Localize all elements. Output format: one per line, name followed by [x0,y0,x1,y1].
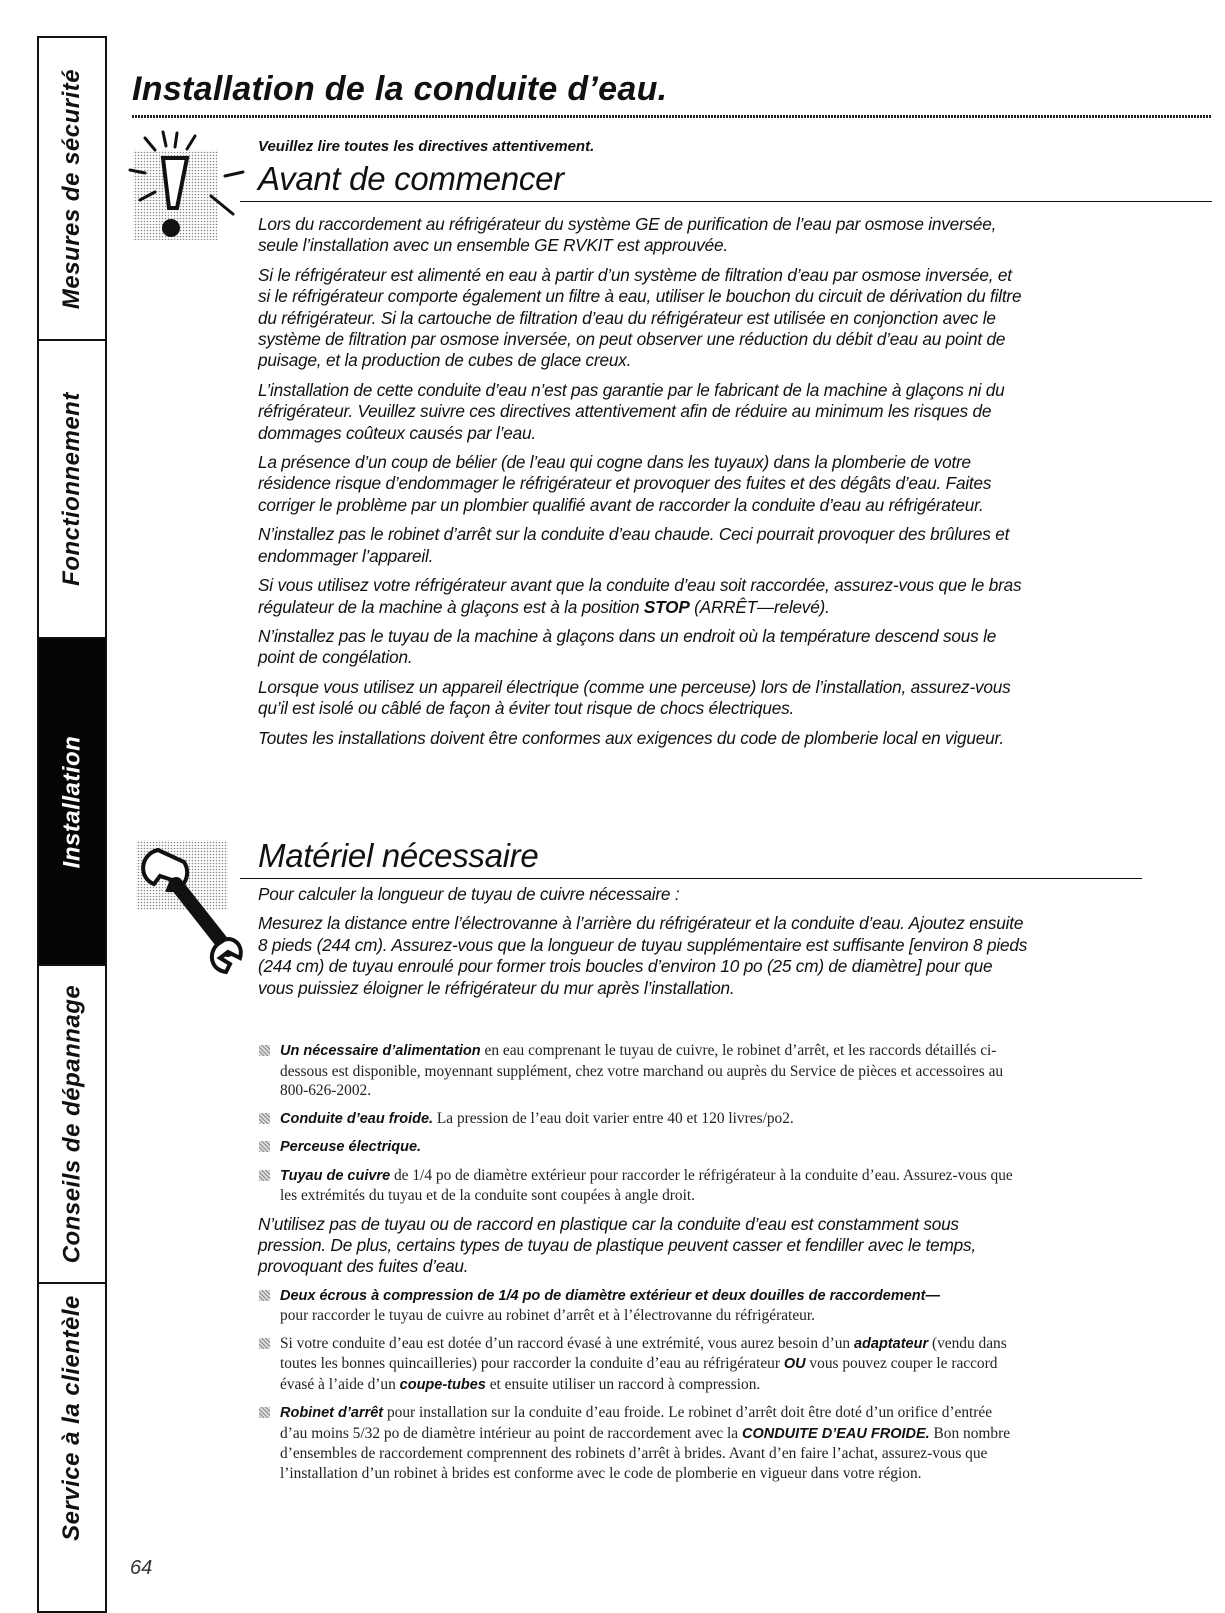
item-text: vous pouvez couper le raccord évasé à l’aide d’un [280,1355,998,1393]
item-text: et ensuite utiliser un raccord à compression. [485,1375,761,1393]
text: (ARRÊT—relevé). [689,596,830,617]
bullet-icon [259,1113,270,1124]
paragraph: Lors du raccordement au réfrigérateur du système GE de purification de l’eau par osmose inversée, seule l’installation avec un ensemble GE RVKIT est approuvée. [258,214,997,256]
notice-text: Veuillez lire toutes les directives attentivement. [258,138,595,155]
item-title: Conduite d’eau froide. [280,1110,434,1127]
stop-label: STOP [643,596,690,617]
list-item [258,1109,1023,1130]
section-sidebar [37,36,107,1613]
list-item [258,1286,1023,1326]
tab-label: Installation [58,735,85,868]
materials-list [258,1041,1023,1491]
item-text: de 1/4 po de diamètre extérieur pour raccorder le réfrigérateur à la conduite d’eau. Assurez-vous que les extrémités du tuyau et de la conduite sont coupées à angle droit. [280,1166,1013,1204]
plastic-warning: N’utilisez pas de tuyau ou de raccord en plastique car la conduite d’eau est constamment sous pression. De plus, certains types de tuyau de plastique peuvent casser et fendiller avec le temps, provoquant des fuites d’eau. [258,1213,976,1277]
section-rule [240,878,1142,879]
item-text: pour raccorder le tuyau de cuivre au robinet d’arrêt et à l’électrovanne du réfrigérateur. [280,1307,815,1325]
heading-materiel-necessaire: Matériel nécessaire [258,837,539,874]
tab-label: Service à la clientèle [58,1295,86,1541]
bullet-icon [259,1045,270,1056]
heading-avant-de-commencer: Avant de commencer [258,160,564,197]
paragraph: La présence d’un coup de bélier (de l’eau qui cogne dans les tuyaux) dans la plomberie de votre résidence risque d’endommager le réfrigérateur et provoquer des fuites et des dégâts d’eau. Faites corriger le problème par un plombier qualifié avant de raccorder la conduite d’eau au réfrigérateur. [258,452,992,515]
tab-mesures-de-securite[interactable] [39,38,105,341]
paragraph-stop [258,575,1028,618]
tab-installation[interactable] [39,639,105,966]
item-text: (vendu dans toutes les bonnes quincailleries) pour raccorder la conduite d’eau au réfrigérateur [280,1334,1007,1373]
item-title: Robinet d’arrêt [280,1405,384,1422]
item-text: Bon nombre d’ensembles de raccordement comprennent des robinets d’arrêt à brides. Avant d’en faire l’achat, assurez-vous que l’installation d’un robinet à brides est conforme avec le code de plomberie en vigueur dans votre région. [280,1424,1011,1482]
list-item [258,1403,1023,1483]
item-title: Tuyau de cuivre [280,1167,391,1184]
tab-fonctionnement[interactable] [39,341,105,639]
paragraph: N’installez pas le tuyau de la machine à glaçons dans un endroit où la température descend sous le point de congélation. [258,625,997,668]
note-wrapper [258,1214,1023,1278]
paragraph: Toutes les installations doivent être conformes aux exigences du code de plomberie local en vigueur. [258,727,1004,748]
page-title: Installation de la conduite d’eau. [132,70,668,108]
section-rule [240,201,1212,202]
tab-label: Mesures de sécurité [58,68,85,309]
title-rule [132,115,1212,118]
paragraph: Lorsque vous utilisez un appareil électrique (comme une perceuse) lors de l’installation, assurez-vous qu’il est isolé ou câblé de façon à éviter tout risque de chocs électriques. [258,676,1011,719]
item-title: Perceuse électrique. [280,1139,422,1155]
item-text: La pression de l’eau doit varier entre 40 et 120 livres/po2. [433,1109,794,1127]
bullet-icon [259,1407,270,1418]
bullet-icon [259,1141,270,1152]
bullet-icon [259,1338,270,1349]
list-item [258,1166,1023,1206]
list-item [258,1137,1023,1158]
tab-label: Conseils de dépannage [58,984,86,1264]
list-item [258,1334,1023,1396]
item-keyword: OU [783,1356,806,1373]
item-keyword: CONDUITE D’EAU FROIDE. [741,1425,930,1442]
warning-icon [125,130,250,245]
item-text: en eau comprenant le tuyau de cuivre, le robinet d’arrêt, et les raccords détaillés ci-dessous est disponible, moyennant supplément, chez votre marchand ou auprès du Service de pièces et accessoires au 800-626-2002. [280,1042,1004,1099]
paragraph: L’installation de cette conduite d’eau n’est pas garantie par le fabricant de la machine à glaçons ni du réfrigérateur. Veuillez suivre ces directives attentivement afin de réduire au minimum les risques de dommages coûteux causés par l’eau. [258,379,1005,443]
list-item [258,1041,1023,1101]
item-title: Un nécessaire d’alimentation [280,1043,481,1059]
paragraph: Mesurez la distance entre l’électrovanne à l’arrière du réfrigérateur et la conduite d’eau. Ajoutez ensuite 8 pieds (244 cm). Assurez-vous que la longueur de tuyau supplémentaire est suffisante [environ 8 pieds (244 cm) de tuyau enroulé pour former trois boucles d’environ 10 po (25 cm) de diamètre] pour que vous puissiez éloigner le réfrigérateur du mur après l’installation. [258,913,1028,998]
before-body [258,214,1028,757]
wrench-icon [128,832,253,982]
bullet-icon [259,1290,270,1301]
tab-conseils-de-depannage[interactable] [39,966,105,1284]
paragraph: Si le réfrigérateur est alimenté en eau à partir d’un système de filtration d’eau par osmose inversée, et si le réfrigérateur comporte également un filtre à eau, utiliser le bouchon du circuit de dérivation du filtre du réfrigérateur. Si la cartouche de filtration d’eau du réfrigérateur est utilisée en conjonction avec le système de filtration par osmose inversée, on peut observer une réduction du débit d’eau au point de puisage, et la production de cubes de glace creux. [258,264,1022,371]
item-keyword: coupe-tubes [399,1376,486,1393]
page-number: 64 [130,1557,153,1579]
text: Si vous utilisez votre réfrigérateur avant que la conduite d’eau soit raccordée, assurez-vous que le bras régulateur de la machine à glaçons est à la position [258,575,1022,617]
item-text: pour installation sur la conduite d’eau froide. Le robinet d’arrêt doit être doté d’un orifice d’entrée d’au moins 5/32 po de diamètre intérieur au point de raccordement avec la [280,1404,993,1442]
item-title: Deux écrous à compression de 1/4 po de diamètre extérieur et deux douilles de raccordement— [280,1287,940,1304]
tab-service-a-la-clientele[interactable] [39,1284,105,1552]
paragraph: Pour calculer la longueur de tuyau de cuivre nécessaire : [258,884,680,904]
item-keyword: adaptateur [853,1335,929,1352]
tab-label: Fonctionnement [58,392,85,586]
bullet-icon [259,1170,270,1181]
item-text: Si votre conduite d’eau est dotée d’un raccord évasé à une extrémité, vous aurez besoin d’un [280,1334,854,1352]
paragraph: N’installez pas le robinet d’arrêt sur la conduite d’eau chaude. Ceci pourrait provoquer des brûlures et endommager l’appareil. [258,524,1010,566]
materials-intro [258,884,1028,1007]
